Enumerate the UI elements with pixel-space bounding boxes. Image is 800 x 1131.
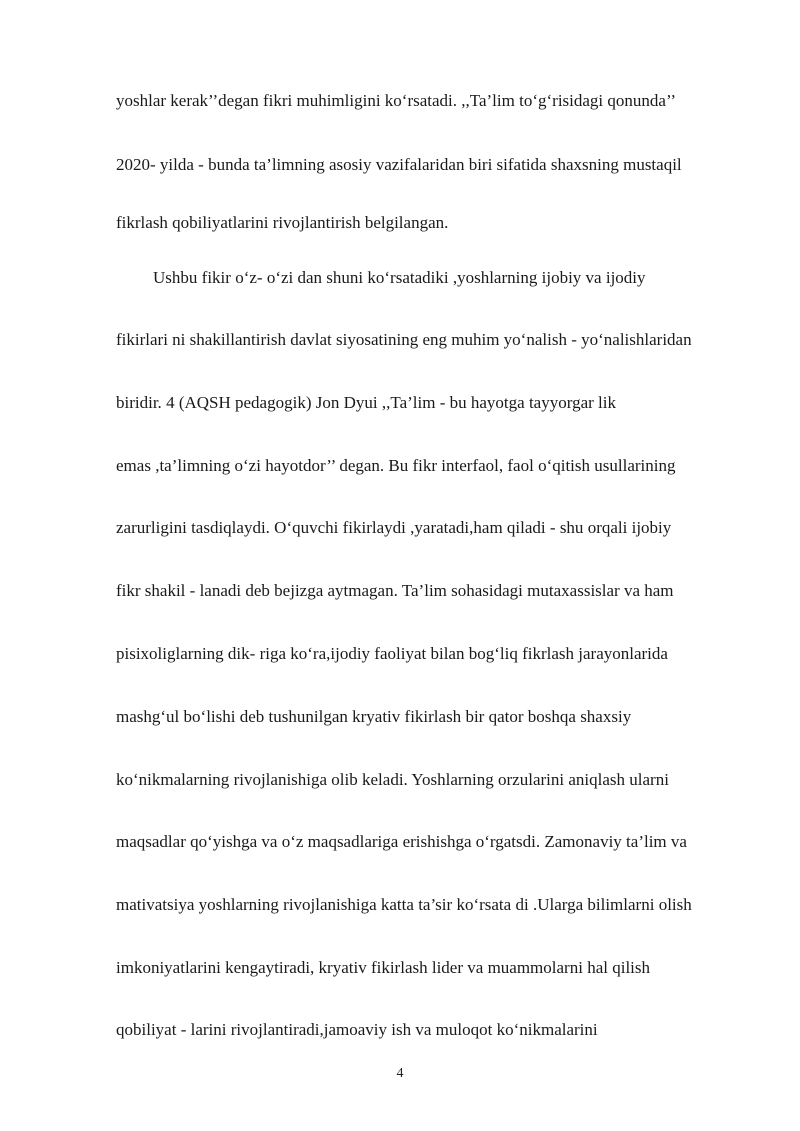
- text-line: imkoniyatlarini kengaytiradi, kryativ fikirlash lider va muammolarni hal qilish: [116, 958, 651, 977]
- text-line: mativatsiya yoshlarning rivojlanishiga katta ta’sir ko‘rsata di .Ularga bilimlarni olish: [116, 895, 692, 914]
- text-line: fikrlash qobiliyatlarini rivojlantirish belgilangan.: [116, 213, 449, 232]
- text-line: qobiliyat - larini rivojlantiradi,jamoaviy ish va muloqot ko‘nikmalarini: [116, 1020, 598, 1039]
- page-number: 4: [396, 1066, 404, 1081]
- text-line: fikirlari ni shakillantirish davlat siyosatining eng muhim yo‘nalish - yo‘nalishlaridan: [116, 330, 692, 349]
- text-line: fikr shakil - lanadi deb bejizga aytmagan. Ta’lim sohasidagi mutaxassislar va ham: [116, 581, 674, 600]
- text-line: pisixoliglarning dik- riga ko‘ra,ijodiy faoliyat bilan bog‘liq fikrlash jarayonlarida: [116, 644, 668, 663]
- text-line: 2020- yilda - bunda ta’limning asosiy vazifalaridan biri sifatida shaxsning mustaqil: [116, 155, 682, 174]
- text-line: biridir. 4 (AQSH pedagogik) Jon Dyui ,,Ta’lim - bu hayotga tayyorgar lik: [116, 393, 616, 412]
- text-line: yoshlar kerak’’degan fikri muhimligini ko‘rsatadi. ,,Ta’lim to‘g‘risidagi qonunda’’: [116, 91, 677, 110]
- text-line: maqsadlar qo‘yishga va o‘z maqsadlariga erishishga o‘rgatsdi. Zamonaviy ta’lim va: [116, 832, 687, 851]
- text-line: mashg‘ul bo‘lishi deb tushunilgan kryativ fikirlash bir qator boshqa shaxsiy: [116, 707, 632, 726]
- text-line: zarurligini tasdiqlaydi. O‘quvchi fikirlaydi ,yaratadi,ham qiladi - shu orqali ijobiy: [116, 518, 672, 537]
- text-line: ko‘nikmalarning rivojlanishiga olib keladi. Yoshlarning orzularini aniqlash ularni: [116, 770, 669, 789]
- text-line: emas ,ta’limning o‘zi hayotdor’’ degan. Bu fikr interfaol, faol o‘qitish usullarining: [116, 456, 676, 475]
- paragraph-start-line: Ushbu fikir o‘z- o‘zi dan shuni ko‘rsatadiki ,yoshlarning ijobiy va ijodiy: [153, 268, 646, 287]
